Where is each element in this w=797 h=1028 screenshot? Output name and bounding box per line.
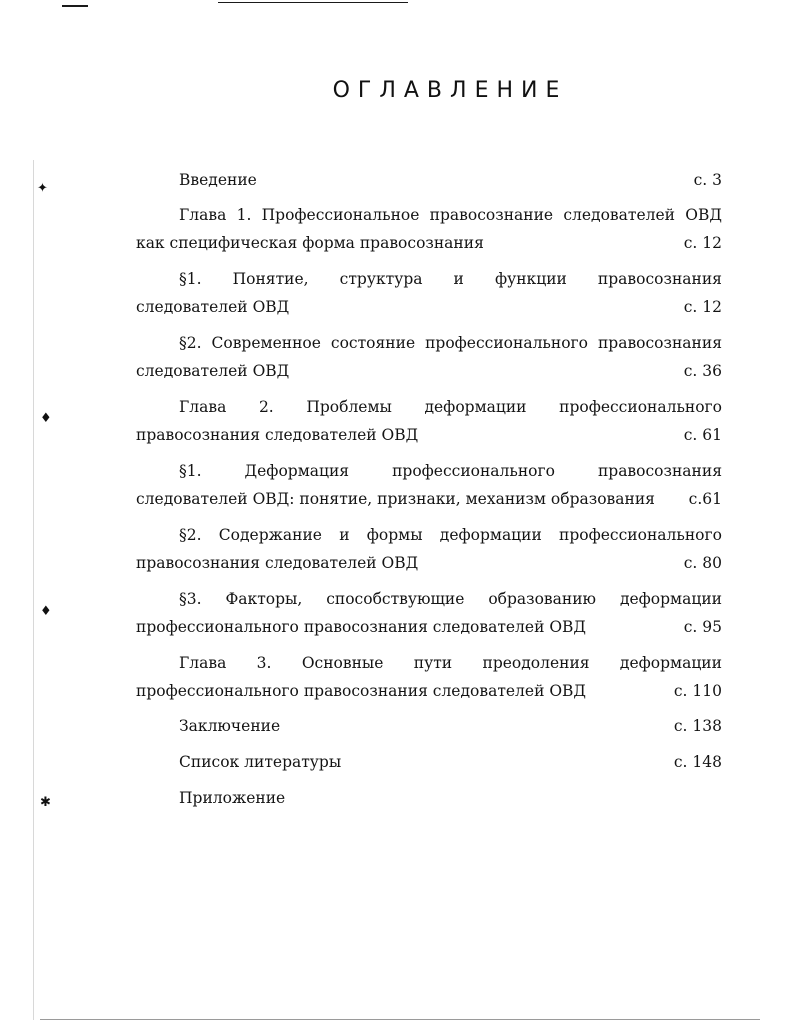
toc-word: профессионального [559,398,722,416]
toc-entry-page: с. 12 [683,234,722,252]
toc-word: §3. [179,590,202,608]
toc-word: Содержание [218,526,322,544]
toc-word: Деформация [244,462,350,480]
toc-word: деформации [619,590,722,608]
toc-word: Глава [179,398,227,416]
toc-entry-text: следователей ОВД: понятие, признаки, механизм образования [136,490,655,508]
toc-entry-page: с. 80 [683,554,722,572]
toc-word: функции [494,270,567,288]
toc-entry-chapter-1-section-2 [136,329,722,385]
binding-mark-3: ♦ [40,604,52,619]
binding-mark-1: ✦ [37,181,48,196]
table-of-contents [136,166,722,812]
toc-entry-chapter-3 [136,649,722,705]
toc-word: Проблемы [306,398,392,416]
toc-entry-text: правосознания следователей ОВД [136,554,419,572]
toc-word: деформации [439,526,542,544]
toc-word: образованию [488,590,597,608]
toc-word: деформации [424,398,527,416]
toc-entry-text: профессионального правосознания следователей ОВД [136,618,587,636]
toc-word: §2. [179,526,202,544]
toc-entry-chapter-1 [136,201,722,257]
toc-entry-appendix [136,784,722,812]
toc-entry-introduction [136,166,722,194]
toc-word: §1. [179,270,202,288]
toc-entry-page: с.61 [688,490,722,508]
toc-entry-text: Список литературы [179,753,342,771]
toc-entry-text: следователей ОВД [136,298,290,316]
toc-word: способствующие [326,590,465,608]
toc-entry-text: правосознания следователей ОВД [136,426,419,444]
toc-word: ОВД [685,206,722,224]
toc-word: состояние [330,334,416,352]
toc-word: правосознания [597,462,722,480]
toc-word: §2. [179,334,202,352]
toc-entry-chapter-1-section-1 [136,265,722,321]
toc-word: 3. [256,654,272,672]
toc-entry-page: с. 148 [673,753,722,771]
toc-entry-chapter-2-section-1 [136,457,722,513]
toc-word: Современное [211,334,321,352]
toc-word: и [453,270,464,288]
toc-word: Профессиональное [261,206,420,224]
toc-word: и [339,526,350,544]
toc-entry-page: с. 95 [683,618,722,636]
toc-word: 2. [258,398,274,416]
toc-word: пути [413,654,453,672]
toc-word: Глава [179,654,227,672]
toc-entry-page: с. 3 [693,171,722,189]
toc-entry-chapter-2-section-2 [136,521,722,577]
toc-entry-page: с. 36 [683,362,722,380]
toc-word: следователей [563,206,676,224]
binding-mark-2: ♦ [40,411,52,426]
page-title: ОГЛАВЛЕНИЕ [332,78,568,103]
toc-entry-page: с. 61 [683,426,722,444]
toc-word: профессионального [559,526,722,544]
toc-entry-text: профессионального правосознания следователей ОВД [136,682,587,700]
toc-entry-text: Введение [179,171,257,189]
toc-word: формы [366,526,423,544]
binding-mark-4: ✱ [40,795,51,810]
toc-entry-page: с. 138 [673,717,722,735]
toc-entry-chapter-2-section-3 [136,585,722,641]
toc-word: профессионального [392,462,555,480]
toc-word: Понятие, [232,270,309,288]
scan-line-bottom [40,1019,760,1020]
toc-entry-conclusion [136,712,722,740]
toc-word: правосознания [597,270,722,288]
toc-word: Глава [179,206,227,224]
toc-entry-text: Заключение [179,717,281,735]
toc-entry-text: Приложение [179,789,286,807]
scan-line-top-left [62,5,88,7]
toc-word: правосознания [597,334,722,352]
toc-word: правосознание [429,206,554,224]
toc-word: деформации [619,654,722,672]
toc-entry-text: как специфическая форма правосознания [136,234,484,252]
toc-entry-bibliography [136,748,722,776]
toc-word: 1. [236,206,252,224]
scan-line-left-margin [33,160,34,1020]
toc-word: структура [339,270,423,288]
toc-word: преодоления [482,654,590,672]
toc-entry-page: с. 12 [683,298,722,316]
toc-entry-page: с. 110 [673,682,722,700]
toc-word: Основные [301,654,384,672]
scan-line-top-right [218,2,408,3]
toc-entry-chapter-2 [136,393,722,449]
toc-word: §1. [179,462,202,480]
toc-entry-text: следователей ОВД [136,362,290,380]
toc-word: профессионального [425,334,588,352]
toc-word: Факторы, [225,590,303,608]
